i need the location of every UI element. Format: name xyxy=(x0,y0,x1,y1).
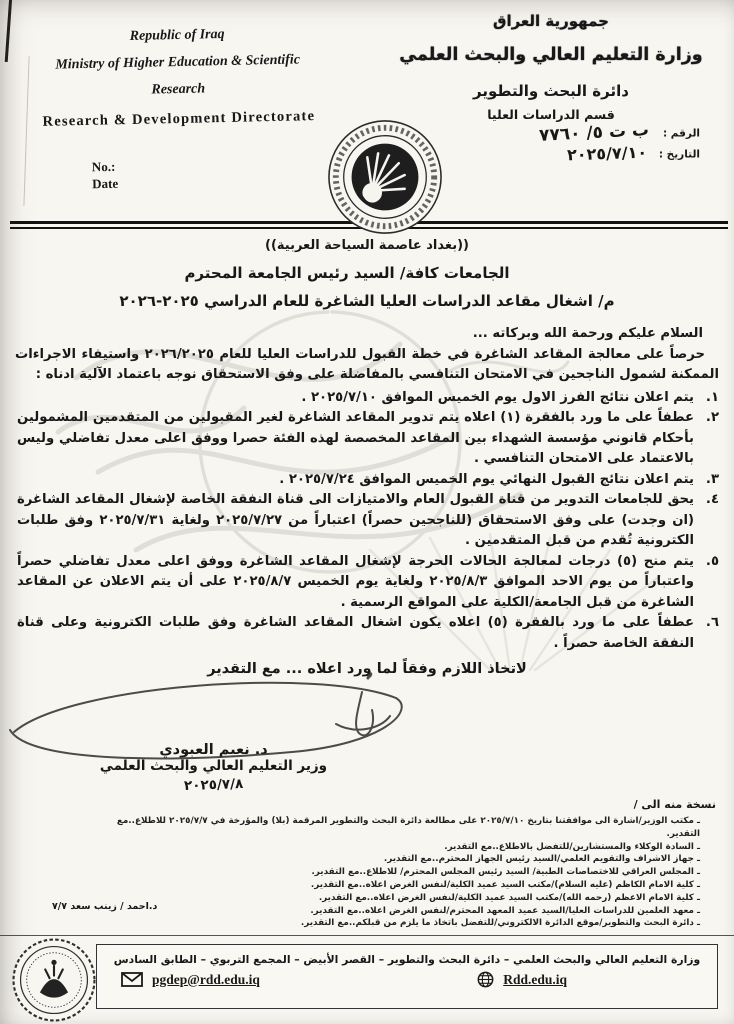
greeting-line: السلام عليكم ورحمة الله وبركاته ... xyxy=(472,326,703,341)
letterhead-ar-ministry: وزارة التعليم العالي والبحث العلمي xyxy=(399,45,703,65)
item-number: ٤. xyxy=(705,492,719,507)
no-label: No.: xyxy=(91,158,116,175)
cc-item: ـ معهد العلمين للدراسات العليا/السيد عميد المعهد المحترم/لنفس الغرض اعلاه..مع التقدير. xyxy=(110,905,716,918)
item-text: يتم اعلان نتائج الفرز الاول يوم الخميس الموافق ٢٠٢٥/٧/١٠ . xyxy=(301,389,694,405)
cc-item: ـ دائرة البحث والتطوير/موقع الدائرة الالكتروني/للتفضل باتخاذ ما يلزم من قبلكم..مع التقدير. xyxy=(110,917,716,930)
letterhead-english xyxy=(33,19,323,136)
website-text: Rdd.edu.iq xyxy=(503,971,567,987)
footer-box xyxy=(96,944,718,1009)
letterhead-ar-country: جمهورية العراق xyxy=(493,12,609,30)
email-link[interactable] xyxy=(121,972,260,988)
globe-icon xyxy=(477,971,494,988)
cc-heading: نسخة منه الى / xyxy=(633,798,716,811)
date-label-en: Date xyxy=(92,175,119,192)
item-5 xyxy=(15,552,719,614)
website-link[interactable] xyxy=(477,971,567,988)
item-number: ٥. xyxy=(705,553,719,569)
cc-item: ـ كلية الامام الاعظم (رحمه الله)/مكتب السيد عميد الكلية/لنفس الغرض اعلاه..مع التقدير. xyxy=(110,892,716,905)
footer-divider xyxy=(0,935,734,936)
letter-body xyxy=(15,324,719,680)
item-2 xyxy=(15,408,719,470)
recipient-line: الجامعات كافة/ السيد رئيس الجامعة المحترم xyxy=(184,264,510,282)
letterhead-en-directorate: Research & Development Directorate xyxy=(42,108,316,130)
letterhead-en-ministry: Ministry of Higher Education & Scientific xyxy=(55,52,301,73)
signer-title: وزير التعليم العالي والبحث العلمي xyxy=(99,758,328,774)
cc-section xyxy=(110,798,716,930)
intro-paragraph: حرصاً على معالجة المقاعد الشاغرة في خطة القبول للدراسات العليا للعام ٢٠٢٦/٢٠٢٥ واستيفاء الاجراءات الممكنة لشمول الناجحين في الامتحان التنافسي بالمفاضلة على وفق الاستحقاق نوجه باعتماد الآلية ادناه : xyxy=(15,346,719,382)
item-number: ٣. xyxy=(705,471,719,487)
reference-label: الرقم : xyxy=(662,127,700,140)
clerk-annotation: د.احمد / زينب سعد ٧/٧ xyxy=(52,901,158,912)
envelope-icon xyxy=(121,972,143,987)
item-text: عطفاً على ما ورد بالفقرة (٥) اعلاه يكون اشغال المقاعد الشاغرة وفق طلبات الكترونية وعلى قناة النفقة الخاصة حصراً . xyxy=(17,615,695,651)
footer-address: وزارة التعليم العالي والبحث العلمي – دائرة البحث والتطوير – القصر الأبيض – المجمع التربوي – الطابق السادس xyxy=(113,953,701,966)
scan-fold-line xyxy=(23,56,29,206)
cc-item: ـ كلية الامام الكاظم (عليه السلام)/مكتب السيد عميد الكلية/لنفس الغرض اعلاه..مع التقدير. xyxy=(110,879,716,892)
subject-line: م/ اشغال مقاعد الدراسات العليا الشاغرة للعام الدراسي ٢٠٢٥-٢٠٢٦ xyxy=(119,292,615,310)
letterhead-en-country: Republic of Iraq xyxy=(129,27,225,45)
item-number: ١. xyxy=(705,389,719,405)
item-4 xyxy=(15,490,719,552)
letterhead-ar-directorate: دائرة البحث والتطوير xyxy=(473,82,629,100)
numbered-items xyxy=(15,388,719,655)
cc-item: ـ المجلس العراقي للاختصاصات الطبية/ السيد رئيس المجلس المحترم/ للاطلاع..مع التقدير. xyxy=(110,866,716,879)
item-number: ٦. xyxy=(705,615,719,630)
item-3 xyxy=(15,470,719,491)
letter-date-value: ٢٠٢٥/٧/١٠ xyxy=(566,142,648,165)
letter-date-label: التاريخ : xyxy=(658,148,700,161)
letterhead-ar-department: قسم الدراسات العليا xyxy=(487,107,615,122)
cc-item: ـ السادة الوكلاء والمستشارين/للتفضل بالاطلاع..مع التقدير. xyxy=(110,841,716,854)
reference-value: ب ت ٥/ ٧٧٦٠ xyxy=(538,120,650,146)
item-text: يحق للجامعات التدوير من قناة القبول العام والامتيازات الى قناة النفقة الخاصة لإشغال المقاعد الشاغرة (ان وجدت) على وفق الاستحقاق (للناجحين حصراً) اعتباراً من ٢٠٢٥/٧/٢٧ ولغاية ٢٠٢٥/٧/٣١ وفق طلبات الكترونية تُقدم من قبل المتقدمين . xyxy=(17,492,695,548)
letterhead-en-ministry2: Research xyxy=(151,81,206,98)
cc-item: ـ مكتب الوزير/اشارة الى موافقتنا بتاريخ ٢٠٢٥/٧/١٠ على مطالعة دائرة البحث والتطوير المرقمة (بلا) والمؤرخة في ٢٠٢٥/٧/٧ للاطلاع..مع التقدير. xyxy=(110,815,716,841)
signature-date: ٢٠٢٥/٧/٨ xyxy=(183,775,244,795)
directorate-seal-icon xyxy=(10,936,98,1024)
item-text: يتم منح (٥) درجات لمعالجة الحالات الحرجة لإشغال المقاعد الشاغرة ووفق اعلى معدل تفاضلي حصراً واعتباراً من يوم الاحد الموافق ٢٠٢٥/٨/٣ ولغاية يوم الخميس ٢٠٢٥/٨/٧ على أن يتم الاعلان عن المقاعد الشاغرة من قبل الجامعة/الكلية على المواقع الرسمية . xyxy=(17,553,694,610)
item-text: يتم اعلان نتائج القبول النهائي يوم الخميس الموافق ٢٠٢٥/٧/٢٤ . xyxy=(279,471,694,487)
city-motto: ((بغداد عاصمة السياحة العربية)) xyxy=(265,238,469,253)
footer-contacts xyxy=(97,966,717,988)
cc-item: ـ جهاز الاشراف والتقويم العلمي/السيد رئيس الجهاز المحترم..مع التقدير. xyxy=(110,853,716,866)
email-text: pgdep@rdd.edu.iq xyxy=(152,971,260,987)
signature-scribble-icon xyxy=(0,666,440,791)
item-6 xyxy=(15,613,719,654)
item-number: ٢. xyxy=(705,410,719,425)
item-text: عطفاً على ما ورد بالفقرة (١) اعلاه يتم تدوير المقاعد الشاغرة لغير المقبولين من المتقدمين المشمولين بأحكام قانوني مؤسسة الشهداء بين المقاعد المخصصة لهذه الفئة حصرا ووفق اعلى معدل تفاضلي وليس بالاعتماد على الامتحان التنافسي . xyxy=(17,410,695,466)
number-date-labels xyxy=(92,158,119,192)
ministry-seal-icon xyxy=(326,118,444,236)
closing-line: لاتخاذ اللازم وفقاً لما ورد اعلاه ... مع التقدير xyxy=(207,661,527,677)
scan-edge-artifact xyxy=(5,0,13,62)
signer-name: د. نعيم العبودي xyxy=(159,742,268,758)
item-1 xyxy=(15,388,719,409)
